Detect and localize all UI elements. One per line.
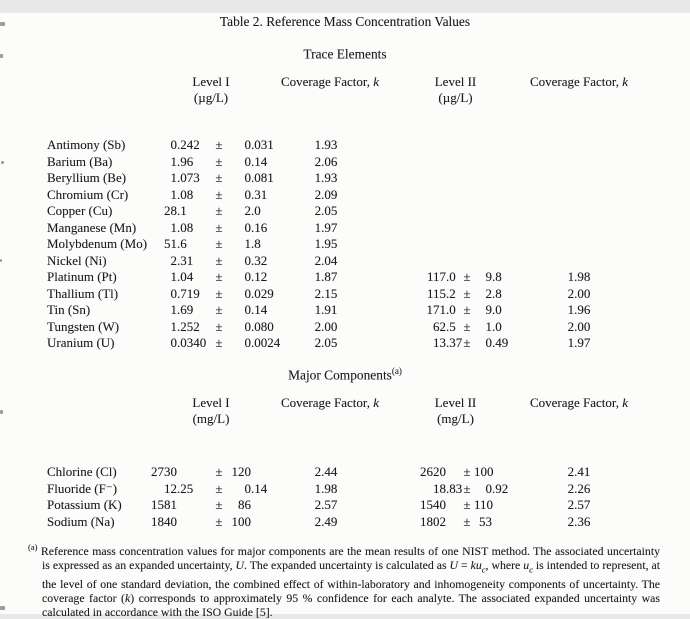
column-headers-trace [0, 74, 690, 106]
level1-uncertainty: 2 .0 [244, 203, 261, 219]
level2-value: 62 .5 [433, 318, 456, 334]
plus-minus: ± [215, 153, 223, 169]
column-header-coverage-factor-1 [269, 74, 383, 106]
column-headers-major [0, 395, 690, 427]
section-heading-superscript: (a) [391, 365, 402, 376]
level1-coverage-factor: 2.04 [314, 252, 338, 268]
level2-value: 2620 [420, 464, 446, 480]
plus-minus: ± [215, 137, 223, 153]
plus-minus: ± [215, 302, 223, 318]
plus-minus: ± [215, 318, 223, 334]
column-header-level1 [147, 74, 283, 106]
table-row [0, 335, 690, 352]
subscript-c: c [529, 564, 533, 575]
plus-minus: ± [463, 285, 471, 301]
level2-coverage-factor [522, 253, 636, 270]
scan-artifact [1, 161, 4, 164]
level1-value: 1 .04 [170, 269, 194, 285]
level2-value [369, 137, 460, 154]
plus-minus: ± [215, 480, 223, 496]
level2-value: 115 .2 [426, 285, 456, 301]
level1-uncertainty: 0 .14 [244, 153, 268, 169]
plus-minus: ± [463, 497, 471, 513]
column-header-coverage-factor-2 [522, 395, 636, 427]
table-row [0, 220, 690, 237]
level1-uncertainty: 0 .31 [244, 186, 268, 202]
level1-value: 1840 [151, 513, 177, 529]
level1-value: 1581 [151, 497, 177, 513]
plus-minus: ± [215, 285, 223, 301]
level1-uncertainty: 0 .14 [244, 302, 268, 318]
plus-minus: ± [215, 203, 223, 219]
plus-minus: ± [463, 335, 471, 351]
level1-coverage-factor: 1.97 [314, 219, 338, 235]
level2-value [369, 253, 460, 270]
level1-uncertainty: 0 .16 [244, 219, 268, 235]
level1-uncertainty: 0 .080 [244, 318, 274, 334]
scan-artifact [0, 606, 5, 610]
level2-uncertainty [474, 137, 522, 154]
level1-uncertainty: 0 .32 [244, 252, 268, 268]
column-header-coverage-factor-1 [269, 395, 383, 427]
symbol-ku: ku [470, 558, 482, 573]
level1-coverage-factor: 2.05 [314, 335, 338, 351]
coverage-factor-label: Coverage Factor, [280, 395, 370, 411]
analyte-name: Thallium (Tl) [47, 285, 119, 301]
level2-coverage-factor: 2.41 [567, 464, 591, 480]
level2-uncertainty [474, 236, 522, 253]
level2-uncertainty [474, 203, 522, 220]
level1-uncertainty: 0 .081 [244, 170, 274, 186]
plus-minus: ± [215, 513, 223, 529]
level1-uncertainty: 0 .0024 [244, 335, 281, 351]
level1-coverage-factor: 1.91 [314, 302, 338, 318]
level1-value: 1 .08 [170, 186, 194, 202]
table-row [0, 302, 690, 319]
level1-uncertainty: 0 .029 [244, 285, 274, 301]
plus-minus: ± [215, 236, 223, 252]
table-row [0, 464, 690, 481]
table-row [0, 514, 690, 531]
level2-coverage-factor: 2.57 [567, 497, 591, 513]
plus-minus [460, 203, 474, 220]
symbol-U: U [235, 558, 245, 573]
level2-coverage-factor [522, 154, 636, 171]
analyte-name: Tin (Sn) [47, 302, 91, 318]
level1-value: 2 .31 [170, 252, 194, 268]
scan-artifact [0, 54, 3, 58]
plus-minus: ± [463, 513, 471, 529]
analyte-name: Barium (Ba) [47, 153, 113, 169]
level2-value [369, 220, 460, 237]
level1-uncertainty: 120 [231, 464, 251, 480]
plus-minus: ± [215, 170, 223, 186]
level2-value: 1802 [420, 513, 446, 529]
level2-uncertainty [474, 170, 522, 187]
level1-value: 28 .1 [164, 203, 187, 219]
analyte-name: Copper (Cu) [47, 203, 113, 219]
level1-value: 0 .0340 [170, 335, 207, 351]
level2-coverage-factor [522, 187, 636, 204]
analyte-name: Chlorine (Cl) [47, 464, 117, 480]
level2-value: 13 .37 [433, 335, 463, 351]
level2-uncertainty: 0 .92 [485, 480, 509, 496]
symbol-u: u [523, 558, 530, 573]
level1-uncertainty: 86 [238, 497, 251, 513]
plus-minus: ± [215, 464, 223, 480]
footnote [28, 540, 661, 619]
level1-coverage-factor: 2.09 [314, 186, 338, 202]
analyte-name: Sodium (Na) [47, 513, 115, 529]
table-row [0, 137, 690, 154]
footnote-text: is intended to represent, at the level of one standard deviation, the combined effect of within-laboratory and inhomogeneity components of uncertainty. The coverage factor ( [42, 558, 661, 605]
level2-label: Level II [434, 395, 477, 411]
column-header-level1 [147, 395, 283, 427]
plus-minus: ± [215, 335, 223, 351]
level2-uncertainty [474, 253, 522, 270]
level2-coverage-factor: 1.97 [567, 335, 591, 351]
plus-minus: ± [463, 464, 471, 480]
section-heading-label: Major Components [288, 367, 392, 383]
table-row [0, 269, 690, 286]
level1-coverage-factor: 2.05 [314, 203, 338, 219]
table-row [0, 236, 690, 253]
level1-label: Level I [192, 395, 230, 411]
analyte-name: Beryllium (Be) [47, 170, 127, 186]
level1-value: 1 .69 [170, 302, 194, 318]
level2-label: Level II [434, 74, 477, 90]
level1-coverage-factor: 1.95 [314, 236, 338, 252]
coverage-factor-label: Coverage Factor, [529, 74, 619, 90]
plus-minus: ± [215, 269, 223, 285]
analyte-name: Tungsten (W) [47, 318, 120, 334]
level2-uncertainty: 110 [474, 497, 494, 513]
level1-coverage-factor: 1.87 [314, 269, 338, 285]
analyte-name: Fluoride (F⁻) [47, 480, 118, 496]
level1-value: 0 .242 [170, 137, 200, 153]
plus-minus [460, 253, 474, 270]
level2-uncertainty: 100 [474, 464, 494, 480]
level2-coverage-factor [522, 236, 636, 253]
footnote-text: , where [485, 558, 524, 573]
level2-coverage-factor: 2.00 [567, 285, 591, 301]
level1-coverage-factor: 2.49 [314, 513, 338, 529]
level2-unit: (mg/L) [437, 411, 474, 427]
level2-coverage-factor: 1.98 [567, 269, 591, 285]
level2-uncertainty [474, 187, 522, 204]
analyte-name: Manganese (Mn) [47, 219, 137, 235]
level2-uncertainty: 2 .8 [485, 285, 502, 301]
plus-minus [460, 170, 474, 187]
plus-minus [460, 220, 474, 237]
level1-value: 1 .073 [170, 170, 200, 186]
footnote-text: Reference mass concentration values for major components are the mean results of one NIST method. The associated uncertainty is expressed as an expanded uncertainty, [40, 544, 661, 573]
level2-uncertainty [474, 154, 522, 171]
level2-coverage-factor: 2.36 [567, 513, 591, 529]
table-row [0, 187, 690, 204]
column-header-level2 [369, 74, 522, 106]
column-header-level2 [369, 395, 522, 427]
trace-elements-table [0, 137, 690, 352]
document-page [0, 13, 690, 619]
level1-coverage-factor: 1.98 [314, 480, 338, 496]
level1-label: Level I [192, 74, 230, 90]
plus-minus [460, 236, 474, 253]
level2-value [369, 154, 460, 171]
plus-minus: ± [215, 219, 223, 235]
level2-uncertainty: 9 .0 [485, 302, 502, 318]
footnote-marker: (a) [28, 542, 38, 553]
scan-artifact [0, 22, 5, 26]
k-symbol: k [622, 74, 629, 90]
level1-coverage-factor: 1.93 [314, 170, 338, 186]
level2-coverage-factor [522, 137, 636, 154]
footnote-text: = [458, 558, 471, 573]
level1-value: 51 .6 [164, 236, 187, 252]
level1-uncertainty: 0 .12 [244, 269, 268, 285]
level1-unit: (µg/L) [193, 90, 229, 106]
footnote-text: . The expanded uncertainty is calculated as [244, 558, 450, 573]
level2-value: 18 .83 [433, 480, 463, 496]
table-row [0, 481, 690, 498]
level1-coverage-factor: 2.15 [314, 285, 338, 301]
symbol-k: k [124, 590, 131, 605]
level1-value: 1 .96 [170, 153, 194, 169]
scan-artifact [0, 259, 2, 262]
level1-value: 1 .08 [170, 219, 194, 235]
analyte-name: Potassium (K) [47, 497, 122, 513]
analyte-name: Antimony (Sb) [47, 137, 126, 153]
level1-value: 1 .252 [170, 318, 200, 334]
level2-coverage-factor [522, 220, 636, 237]
table-row [0, 170, 690, 187]
scan-artifact [0, 410, 3, 414]
level1-uncertainty: 0 .14 [244, 480, 268, 496]
subscript-c: c [481, 564, 486, 575]
table-row [0, 286, 690, 303]
level2-value [369, 187, 460, 204]
level2-uncertainty: 53 [479, 513, 492, 529]
level2-coverage-factor: 2.00 [567, 318, 591, 334]
analyte-name: Platinum (Pt) [47, 269, 117, 285]
plus-minus: ± [215, 497, 223, 513]
level1-coverage-factor: 2.57 [314, 497, 338, 513]
section-heading-major-components [0, 364, 690, 382]
level2-value [369, 236, 460, 253]
footnote-text: ) corresponds to approximately 95 % confidence for each analyte. The associated expanded uncertainty was calculated in accordance with the ISO Guide [5]. [42, 590, 660, 619]
analyte-name: Chromium (Cr) [47, 186, 129, 202]
level2-uncertainty: 1 .0 [485, 318, 502, 334]
major-components-table [0, 464, 690, 530]
table-row [0, 253, 690, 270]
level1-uncertainty: 0 .031 [244, 137, 274, 153]
level1-value: 2730 [151, 464, 177, 480]
table-title: Table 2. Reference Mass Concentration Values [219, 14, 471, 29]
level2-coverage-factor [522, 170, 636, 187]
plus-minus [460, 154, 474, 171]
plus-minus: ± [463, 269, 471, 285]
level2-coverage-factor: 2.26 [567, 480, 591, 496]
level2-value [369, 203, 460, 220]
coverage-factor-label: Coverage Factor, [529, 395, 619, 411]
section-heading-trace-elements [0, 43, 690, 61]
level2-uncertainty: 9 .8 [485, 269, 502, 285]
k-symbol: k [373, 395, 380, 411]
table-row [0, 203, 690, 220]
plus-minus [460, 187, 474, 204]
level2-coverage-factor [522, 203, 636, 220]
plus-minus: ± [463, 302, 471, 318]
level1-coverage-factor: 2.44 [314, 464, 338, 480]
table-row [0, 154, 690, 171]
coverage-factor-label: Coverage Factor, [280, 74, 370, 90]
level2-value: 117 .0 [426, 269, 456, 285]
level1-coverage-factor: 1.93 [314, 137, 338, 153]
plus-minus: ± [215, 252, 223, 268]
table-row [0, 319, 690, 336]
analyte-name: Nickel (Ni) [47, 252, 107, 268]
level2-value [369, 170, 460, 187]
level1-unit: (mg/L) [192, 411, 230, 427]
plus-minus: ± [463, 318, 471, 334]
column-header-coverage-factor-2 [522, 74, 636, 106]
level2-uncertainty: 0 .49 [485, 335, 509, 351]
level2-value: 1540 [420, 497, 446, 513]
level2-coverage-factor: 1.96 [567, 302, 591, 318]
level1-uncertainty: 100 [231, 513, 251, 529]
plus-minus [460, 137, 474, 154]
level1-value: 12 .25 [164, 480, 194, 496]
analyte-name: Uranium (U) [47, 335, 115, 351]
level1-uncertainty: 1 .8 [244, 236, 261, 252]
level1-coverage-factor: 2.00 [314, 318, 338, 334]
symbol-U: U [449, 558, 459, 573]
section-heading-label: Trace Elements [303, 46, 387, 62]
plus-minus: ± [215, 186, 223, 202]
level1-value: 0 .719 [170, 285, 200, 301]
level2-unit: (µg/L) [438, 90, 473, 106]
analyte-name: Molybdenum (Mo) [47, 236, 148, 252]
level1-coverage-factor: 2.06 [314, 153, 338, 169]
table-row [0, 497, 690, 514]
k-symbol: k [622, 395, 629, 411]
plus-minus: ± [463, 480, 471, 496]
k-symbol: k [373, 74, 380, 90]
level2-uncertainty [474, 220, 522, 237]
level2-value: 171 .0 [426, 302, 456, 318]
